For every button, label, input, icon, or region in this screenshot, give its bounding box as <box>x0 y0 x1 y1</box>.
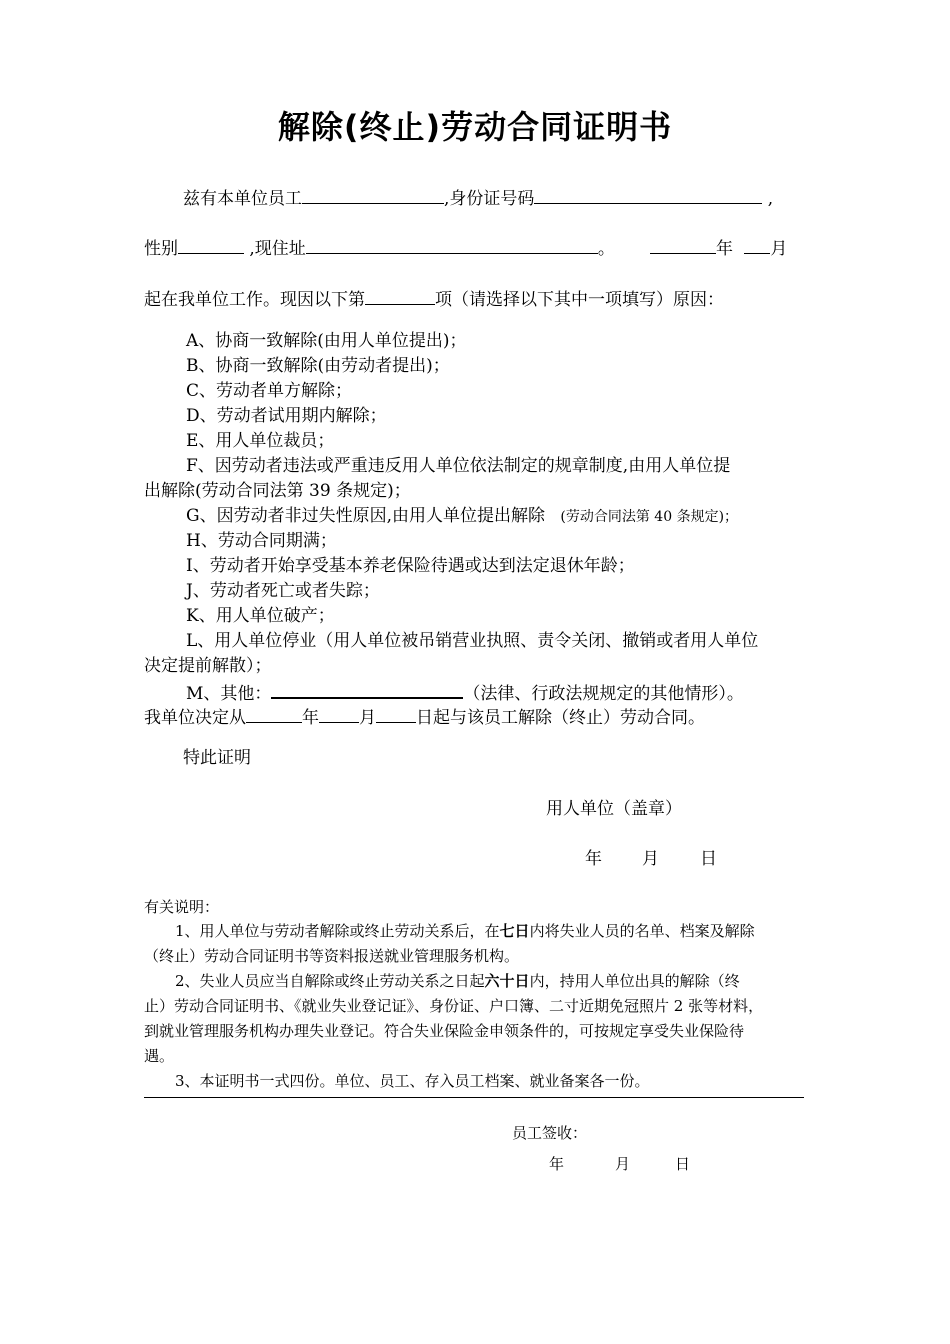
intro-text: 年 <box>716 239 733 259</box>
decision-text: 我单位决定从 <box>144 708 246 728</box>
note-3: 3、本证明书一式四份。单位、员工、存入员工档案、就业备案各一份。 <box>175 1072 650 1090</box>
note-emphasis: 六十日 <box>484 972 530 990</box>
start-year-field[interactable] <box>650 235 716 254</box>
intro-text: 月 <box>770 239 788 259</box>
option-m-note: （法律、行政法规规定的其他情形）。 <box>463 684 744 704</box>
intro-text: , <box>762 189 774 209</box>
employer-seal: 用人单位（盖章） <box>546 799 682 819</box>
intro-text: 。 <box>597 239 615 259</box>
gender-field[interactable] <box>178 235 244 254</box>
option-m <box>186 679 744 706</box>
intro-text: 兹有本单位员工 <box>183 189 302 209</box>
seal-date-month: 月 <box>642 849 659 869</box>
option-a: A、协商一致解除(由用人单位提出)； <box>186 331 467 351</box>
certify-text: 特此证明 <box>183 748 251 768</box>
note-1-cont: （终止）劳动合同证明书等资料报送就业管理服务机构。 <box>144 947 520 965</box>
option-m-label: M、其他： <box>186 684 272 704</box>
intro-text: 起在我单位工作。现因以下第 <box>144 290 365 310</box>
note-text: 1、用人单位与劳动者解除或终止劳动关系后，在 <box>175 922 500 940</box>
option-h: H、劳动合同期满； <box>186 531 337 551</box>
option-k: K、用人单位破产； <box>186 606 335 626</box>
sign-date-year: 年 <box>549 1155 565 1173</box>
id-number-field[interactable] <box>534 185 762 204</box>
option-f: F、因劳动者违法或严重违反用人单位依法制定的规章制度,由用人单位提 <box>186 456 731 476</box>
employee-name-field[interactable] <box>302 185 444 204</box>
notes-heading: 有关说明： <box>144 898 220 916</box>
option-g <box>186 504 738 529</box>
option-d: D、劳动者试用期内解除； <box>186 406 387 426</box>
start-month-field[interactable] <box>744 235 770 254</box>
option-e: E、用人单位裁员； <box>186 431 335 451</box>
note-2 <box>175 968 740 994</box>
intro-line-2 <box>144 235 615 261</box>
decision-text: 日起与该员工解除（终止）劳动合同。 <box>416 708 705 728</box>
option-g-text: G、因劳动者非过失性原因,由用人单位提出解除 <box>186 506 545 526</box>
seal-date-day: 日 <box>700 849 717 869</box>
seal-date-year: 年 <box>585 849 602 869</box>
decision-text: 月 <box>359 708 376 728</box>
start-date <box>650 235 787 261</box>
option-l-cont: 决定提前解散）； <box>144 656 272 676</box>
end-month-field[interactable] <box>319 704 359 723</box>
option-i: I、劳动者开始享受基本养老保险待遇或达到法定退休年龄； <box>186 556 635 576</box>
note-text: 2、失业人员应当自解除或终止劳动关系之日起 <box>175 972 485 990</box>
note-2-cont-2: 到就业管理服务机构办理失业登记。符合失业保险金申领条件的，可按规定享受失业保险待 <box>144 1022 745 1040</box>
decision-line <box>144 704 705 730</box>
decision-text: 年 <box>302 708 319 728</box>
employee-sign: 员工签收： <box>512 1124 588 1142</box>
option-c: C、劳动者单方解除； <box>186 381 353 401</box>
intro-line-3 <box>144 286 724 312</box>
note-1 <box>175 918 755 944</box>
other-reason-field[interactable] <box>271 679 463 699</box>
sign-date-day: 日 <box>675 1155 691 1173</box>
note-2-cont-3: 遇。 <box>144 1047 175 1065</box>
option-j: J、劳动者死亡或者失踪； <box>186 581 380 601</box>
option-l: L、用人单位停业（用人单位被吊销营业执照、责令关闭、撤销或者用人单位 <box>186 631 759 651</box>
intro-text: 项（请选择以下其中一项填写）原因： <box>435 290 724 310</box>
address-field[interactable] <box>306 235 598 254</box>
option-g-note: (劳动合同法第 40 条规定)； <box>560 509 739 525</box>
intro-line-1 <box>183 185 773 211</box>
end-year-field[interactable] <box>246 704 302 723</box>
option-b: B、协商一致解除(由劳动者提出)； <box>186 356 450 376</box>
sign-date-month: 月 <box>615 1155 631 1173</box>
note-text: 内将失业人员的名单、档案及解除 <box>529 922 755 940</box>
intro-text: ,现住址 <box>244 239 306 259</box>
end-day-field[interactable] <box>376 704 416 723</box>
reason-item-field[interactable] <box>365 286 435 305</box>
intro-text: 性别 <box>144 239 178 259</box>
note-text: 内，持用人单位出具的解除（终 <box>529 972 740 990</box>
page-title: 解除(终止)劳动合同证明书 <box>277 108 673 146</box>
option-f-cont: 出解除(劳动合同法第 39 条规定)； <box>144 481 411 501</box>
divider <box>144 1097 804 1098</box>
note-emphasis: 七日 <box>499 922 530 940</box>
intro-text: ,身份证号码 <box>444 189 535 209</box>
note-2-cont-1: 止）劳动合同证明书、《就业失业登记证》、身份证、户口簿、二寸近期免冠照片 2 张等材料， <box>144 997 764 1015</box>
